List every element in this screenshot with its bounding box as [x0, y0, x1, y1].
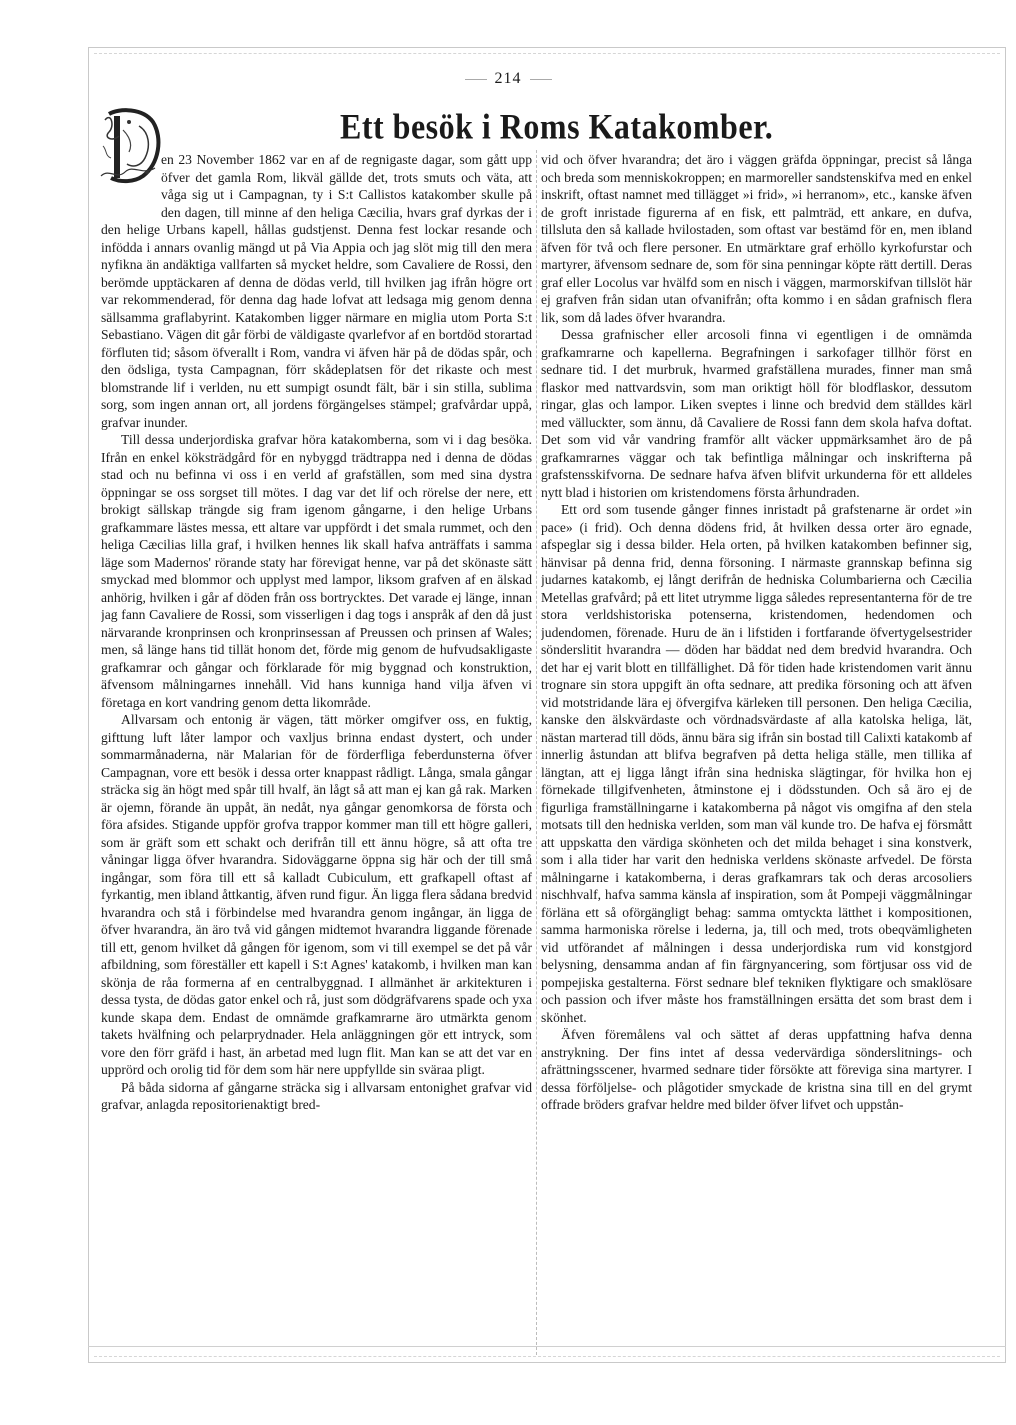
paragraph: Till dessa underjordiska grafvar höra katakomberna, som vi i dag besöka. Ifrån en enkel köksträdgård för en nybyggd trädtrappa ned i denna de dödas stad och nu befinna vi oss i en verld af grafställen, som med sina dystra öppningar se oss sorgset till mötes. I dag var det lif och rörelse der nere, ett brokigt sällskap trängde sig fram igenom gångarne, i den helige Urbans grafkammare lästes messa, ett altare var uppfördt i det smala rummet, och den heliga Cæcilias lilla graf, i hvilken hennes lik skall hafva anträffats i samma läge som Madernos' rörande staty har förevigat henne, var på det skönaste sätt smyckad med blommor och upplyst med lampor, liksom grafven af en älskad anhörig, hvilken i går af döden från oss bortrycktes. Det varade ej länge, innan jag fann Cavaliere de Rossi, som visserligen i dag togs i anspråk af den då just närvarande kronprinsen och kronprinsessan af Preussen och prinsen af Wales; men, så länge hans tid tillät honom det, förde mig genom de hufvudsakligaste grafkamrar och gångar och förklarade för mig byggnad och konstruktion, äfvensom målningarnes innehåll. Vid hans kunniga hand vilja äfven vi företaga en kort vandring genom detta likområde. — [101, 432, 532, 710]
paragraph: Ett ord som tusende gånger finnes inristadt på grafstenarne är ordet »in pace» (i frid). Och denna dödens frid, åt hvilken dessa orter äro egnade, afspeglar sig i dessa bilder. Hela orten, på hvilken katakomben befinner sig, hänvisar på denna frid, denna försoning. I närmaste grannskap befinna sig judarnes katakomb, ej långt derifrån de hedniska Columbarierna och Cæcilia Metellas grafvård; på ett litet utrymme ligga således representanterna för de tre stora verldshistoriska potenserna, kristendomen, hedendomen och judendomen, förenade. Huru de än i lifstiden i fortfarande öfvertygelsestrider sönderslitit hvarandra — döden har bäddat ned dem bredvid hvarandra. Och det har ej varit blott en tillfällighet. Då för tiden hade kristendomen varit ännu trognare sin stora uppgift än ofta sednare, att predika försoning och att äfven vid motstridande lära ej öfvergifva kärleken till personen. Den heliga Cæcilia, kanske den älskvärdaste och vördnadsvärdaste af alla katolska heliga, lät, nästan marterad till döds, ännu bära sig ifrån sin bostad till Calixti katakomb af innerlig åstundan att blifva begrafven på detta heliga ställe, men tillika af längtan, att ej ligga långt ifrån sina hedniska slägtingar, för hvilka hon ej förnekade tillgifvenheten, åtminstone ej i dödsstunden. Och så äro ej de figurliga framställningarne i katakomberna på något vis omgifna af den stela motsats till den hedniska verlden, som man väl kunde tro. De hafva ej försmått att uppskatta den värdiga skönheten och det milda behaget i sina konstverk, som i alla tider har varit den hedniska verldens skönaste arfvedel. De första målningarne i katakomberna, i deras grafkamrars tak och deras arcosoliers nischhvalf, hafva samma känsla af inspiration, som åt Pompeji väggmålningar förläna ett så oförgängligt behag: samma omtyckta lätthet i kompositionen, samma harmoniska rörelse i lederna, ja, till och med, trots obeqvämligheten vid utförandet af målningen i dessa underjordiska rum vid konstgjord belysning, densamma andan af fin färgnyancering, som förtjusar oss vid de pompejiska gestalterna. Först sednare blef tekniken flyktigare och smaklösare och passion och ifver måste hos framställningen ersätta det som brast dem i skönhet. — [541, 502, 972, 1025]
paragraph: På båda sidorna af gångarne sträcka sig i allvarsam entonighet grafvar vid grafvar, anlagda repositorienaktigt bred- — [101, 1079, 532, 1112]
paragraph-intro-text: en 23 November 1862 var en af de regnigaste dagar, som gått upp öfver det gamla Rom, likväl gällde det, trots smuts och väta, att våga sig ut i Campagnan, ty i S:t Callistos katakomber skulle på den dagen, till minne af den heliga Cæcilia, hvars graf dyrkas der i den helige Urbans kapell, hållas gudstjenst. Denna fest lockar resande och infödda i annars ovanlig mängd ut på Via Appia och jag slöt mig till den mera nyfikna än andäktiga vallfarten så mycket heldre, som Cavaliere de Rossi, den berömde upptäckaren af denna de dödas verld, till hvilken jag ifrån högre ort var rekommenderad, för denna dag hade lofvat att ledsaga mig genom denna sällsamma graflabyrint. Katakomben ligger närmare en miglia utom Porta S:t Sebastiano. Vägen dit går förbi de väldigaste qvarlefvor af en bortdöd storartad förfluten tid; såsom öfverallt i Rom, vandra vi äfven här på de dödas spår, och den ödsliga, tysta Campagnan, förr skådeplatsen för det rikaste och mest blomstrande lif i verlden, nu ett sumpigt osundt fält, bär i sin stilla, sublima sorg, som ingen annan ort, all jordens förgängelses stämpel; grafvårdar uppå, grafvar inunder. — [101, 152, 532, 430]
paragraph-intro — [101, 151, 532, 431]
column-divider — [536, 150, 537, 1355]
bottom-rule — [88, 1346, 1006, 1347]
right-column — [541, 151, 972, 1353]
paragraph: Äfven föremålens val och sättet af deras uppfattning hafva denna anstrykning. Der fins intet af dessa vedervärdiga sönderslitnings- och afrättningsscener, hvarmed sednare tider försökte att föreviga sina martyrer. I dessa förföljelse- och plågotider smyckade de kristna sina till en del grymt offrade bröders grafvar heldre med bilder öfver lifvet och uppstån- — [541, 1027, 972, 1112]
dropcap-space — [101, 151, 157, 205]
paragraph: Dessa grafnischer eller arcosoli finna vi egentligen i de omnämda grafkamrarne och kapellerna. Begrafningen i sarkofager tillhör först en sednare tid. I det murbruk, hvarmed grafställena murades, finner man små flaskor med nattvardsvin, som man oriktigt höll för blodflaskor, dessutom ringar, glas och lampor. Liken sveptes i linne och bredvid dem ställdes kärl med välluckter, som ännu, då Cavaliere de Rossi fann dem skola hafva doftat. Det som vid vår vandring framför allt väcker uppmärksamhet äro de på grafkamrarnes väggar och tak befintliga målningar och inskrifterna på grafstensskifvorna. De sednare hafva äfven blifvit urkunderna för ett alldeles nytt blad i historien om kristendomens första århundraden. — [541, 327, 972, 500]
paragraph: Allvarsam och entonig är vägen, tätt mörker omgifver oss, en fuktig, gifttung luft låter lampor och vaxljus brinna endast dystert, och under sommarmånaderna, när Malarian för de förderfliga feberdunsterna öfver Campagnan, vore ett besök i dessa orter knappast rådligt. Långa, smala gångar sträcka sig än högt med spår till hvalf, än lågt så att man ej kan gå rak. Marken är ojemn, förande än uppåt, än nedåt, nya gångar genomkorsa de första och föra afsides. Stigande uppför grofva trappor kommer man till ett högre galleri, som är gräft som ett schakt och derifrån till ett ännu högre, så att ofta tre våningar ligga öfver hvarandra. Sidoväggarne öppna sig här och der till små ingångar, som föra till ett så kalladt Cubiculum, ett grafkapell oftast af fyrkantig, men ibland åttkantig, äfven rund figur. Än ligga flera sådana bredvid hvarandra och stå i förbindelse med hvarandra genom ingångar, än ligga de öfver hvarandra, än äro två vid gången midtemot hvarandra liggande förenade till ett, genom hvilket då gången för igenom, som vi till exempel se det på vår afbildning, som föreställer ett kapell i S:t Agnes' katakomb, i hvilken man kan skönja de råa formerna af en centralbyggnad. I allmänhet är arkitekturen i dessa tysta, de dödas gator enkel och rå, just som dödgräfvarens spade och yxa kunde skapa dem. Endast de omnämde grafkamrarne äro utmärkta genom takets hvälfning och pelarprydnader. Hela anläggningen gör ett intryck, som vore den förr gräfd i hast, än arbetad med lugn flit. Man kan se att det var en upprörd och orolig tid för dem som här nere uppfyllde sin sväraa pligt. — [101, 712, 532, 1077]
page-number: 214 — [0, 70, 1016, 88]
paragraph: vid och öfver hvarandra; det äro i väggen gräfda öppningar, precist så långa och breda som menniskokroppen; en marmoreller sandstenskifva med en enkel inskrift, oftast namnet med tillägget »i frid», »i herranom», etc., kanske äfven de groft inristade figurerna af en fisk, ett palmträd, ett ankare, en dufva, tillsluta den så kallade hvilostaden, som oftast var bestämd för en, men ibland äfven för två och flere personer. En utmärktare graf erhöllo kyrkofurstar och martyrer, äfvensom sednare de, som för sina penningar köpte rätt dertill. Deras graf eller Locolus var hvälfd som en nisch i väggen, marmorskifvan tillslöt här ej grafven från sidan utan ofvanifrån; ofta kommo i en sådan grafnisch flera lik, som då lades öfver hvarandra. — [541, 152, 972, 325]
article-title: Ett besök i Roms Katakomber. — [340, 106, 774, 147]
left-column — [101, 151, 532, 1353]
